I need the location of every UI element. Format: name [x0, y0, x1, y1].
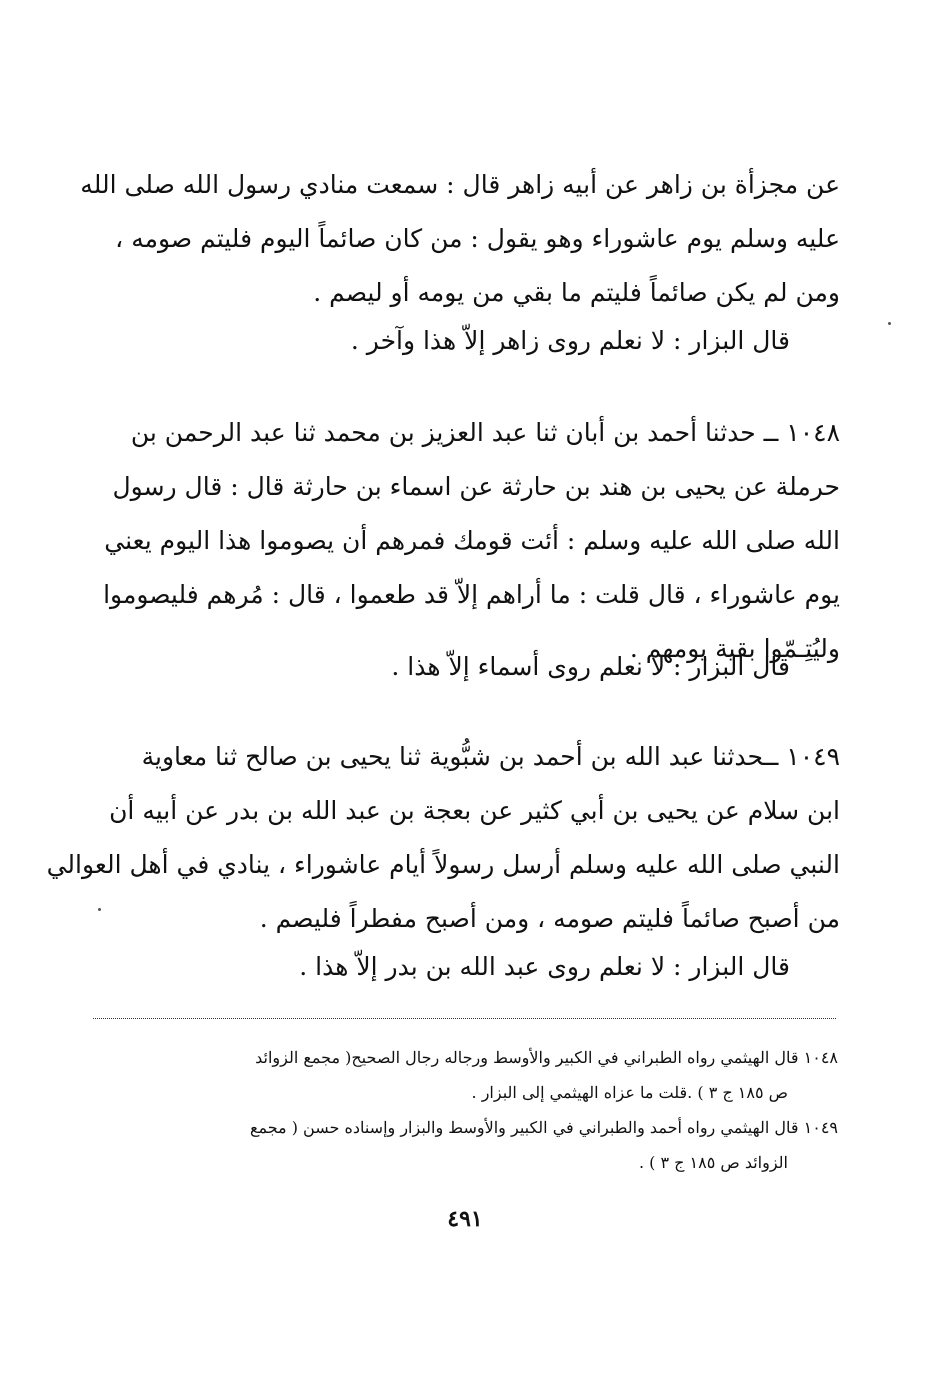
footnote-1049-cont: الزوائد ص ١٨٥ ج ٣ ) . — [638, 1153, 788, 1172]
footnote-1048-cont: ص ١٨٥ ج ٣ ) .قلت ما عزاه الهيثمي إلى البزار . — [471, 1083, 788, 1102]
text-line: الله صلى الله عليه وسلم : أئت قومك فمرهم أن يصوموا هذا اليوم يعني — [104, 526, 840, 555]
text-line: وليُتِـمّوا بقية يومهم . — [629, 634, 840, 663]
footnote-1049: ١٠٤٩ قال الهيثمي رواه أحمد والطبراني في الكبير والأوسط والبزار وإسناده حسن ( مجمع — [249, 1118, 838, 1137]
text-line: يوم عاشوراء ، قال قلت : ما أراهم إلاّ قد طعموا ، قال : مُرهم فليصوموا — [103, 580, 840, 609]
scan-speck — [888, 322, 891, 325]
footnotes — [158, 1040, 838, 1180]
text-line: من أصبح صائماً فليتم صومه ، ومن أصبح مفطراً فليصم . — [259, 904, 840, 933]
scan-speck — [98, 908, 101, 911]
bazzar-comment-2: قال البزار : لا نعلم روى أسماء إلاّ هذا . — [391, 652, 790, 681]
paragraph-zahir-hadith — [80, 158, 840, 320]
text-line: ابن سلام عن يحيى بن أبي كثير عن بعجة بن عبد الله بن بدر عن أبيه أن — [109, 796, 840, 825]
text-line: ومن لم يكن صائماً فليتم ما بقي من يومه أو ليصم . — [313, 278, 840, 307]
page-number: ٤٩١ — [447, 1206, 483, 1232]
text-line: عن مجزأة بن زاهر عن أبيه زاهر قال : سمعت منادي رسول الله صلى الله — [80, 170, 840, 199]
footnote-1048: ١٠٤٨ قال الهيثمي رواه الطبراني في الكبير والأوسط ورجاله رجال الصحيح( مجمع الزوائد — [255, 1048, 838, 1067]
footnote-separator — [93, 1018, 836, 1019]
bazzar-comment-3: قال البزار : لا نعلم روى عبد الله بن بدر إلاّ هذا . — [299, 952, 790, 981]
text-line: ١٠٤٨ ــ حدثنا أحمد بن أبان ثنا عبد العزيز بن محمد ثنا عبد الرحمن بن — [130, 418, 840, 447]
text-line: ١٠٤٩ ــحدثنا عبد الله بن أحمد بن شبُّوية ثنا يحيى بن صالح ثنا معاوية — [141, 742, 840, 771]
bazzar-comment-1: قال البزار : لا نعلم روى زاهر إلاّ هذا وآخر . — [350, 326, 790, 355]
text-line: النبي صلى الله عليه وسلم أرسل رسولاً أيام عاشوراء ، ينادي في أهل العوالي — [46, 850, 840, 879]
text-line: عليه وسلم يوم عاشوراء وهو يقول : من كان صائماً اليوم فليتم صومه ، — [115, 224, 840, 253]
paragraph-hadith-1049 — [46, 730, 840, 946]
paragraph-hadith-1048 — [103, 406, 840, 676]
text-line: حرملة عن يحيى بن هند بن حارثة عن اسماء بن حارثة قال : قال رسول — [112, 472, 840, 501]
